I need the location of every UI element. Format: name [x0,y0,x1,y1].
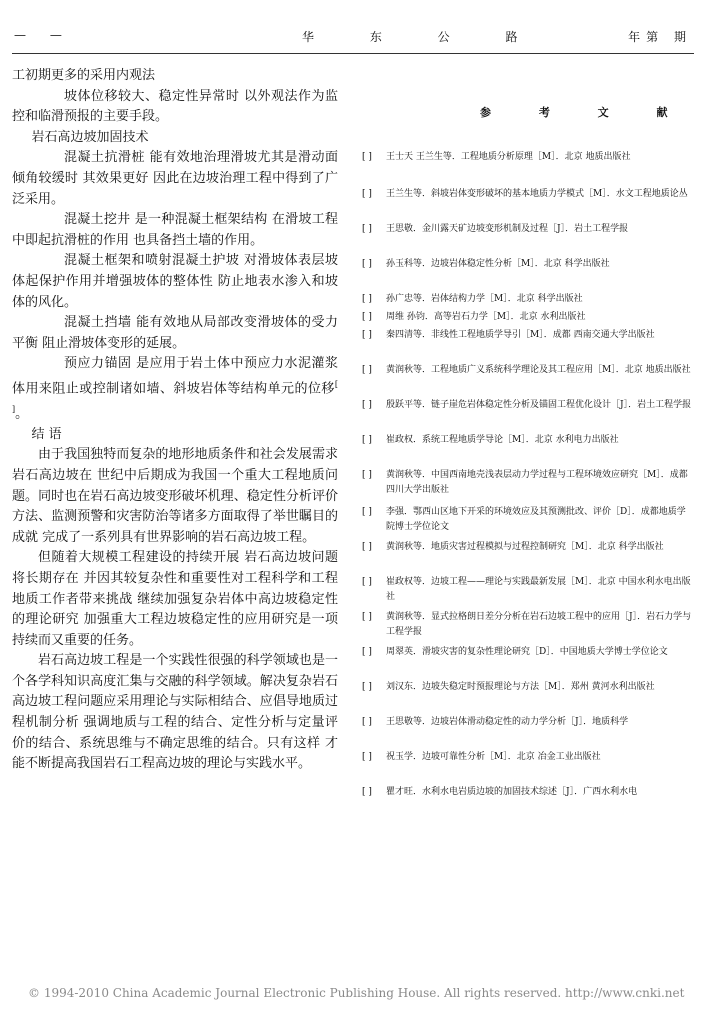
section-heading: 结 语 [31,426,62,442]
reference-entry: [ ] 黄润秋等．中国西南地壳浅表层动力学过程与工程环境效应研究［M］．成都 四川大学出版社 [362,470,688,495]
running-header [12,28,692,48]
reference-number: [ ] [362,189,372,199]
reference-number: [ ] [362,435,372,445]
section-heading: 岩石高边坡加固技术 [31,129,149,145]
reference-number: [ ] [362,224,372,234]
header-left: — — [14,28,72,42]
reference-number: [ ] [362,312,372,322]
reference-number: [ ] [362,612,372,622]
body-paragraph: 混凝土抗滑桩 能有效地治理滑坡尤其是滑动面倾角较缓时 其效果更好 因此在边坡治理工程中得到了广泛采用。 [12,150,338,207]
citation-mark: [ ] [12,379,338,414]
journal-title: 华 东 公 路 [302,30,544,44]
reference-entry: [ ] 李强．鄂西山区地下开采的环境效应及其预测批改、评价［D］．成都地质学院博士学位论文 [362,507,686,532]
copyright-footer: © 1994-2010 China Academic Journal Electronic Publishing House. All rights reserved. http://www.cnki.net [28,986,685,1000]
body-paragraph: 混凝土挡墙 能有效地从局部改变滑坡体的受力平衡 阻止滑坡体变形的延展。 [12,315,338,351]
reference-entry: [ ] 王思敬．金川露天矿边坡变形机制及过程［J］．岩土工程学报 [362,222,692,237]
body-paragraph: 由于我国独特而复杂的地形地质条件和社会发展需求 岩石高边坡在 世纪中后期成为我国一个重大工程地质问题。同时也在岩石高边坡变形破坏机理、稳定性分析评价方法、监测预警和灾害防治等诸多方面取得了举世瞩目的成就 完成了一系列具有世界影响的岩石高边坡工程。 [12,447,338,545]
reference-entry: [ ] 殷跃平等．链子崖危岩体稳定性分析及锚固工程优化设计［J］．岩土工程学报 [362,398,692,413]
reference-number: [ ] [362,717,372,727]
body-paragraph: 混凝土挖井 是一种混凝土框架结构 在滑坡工程中即起抗滑桩的作用 也具备挡土墙的作用。 [12,212,338,248]
reference-entry: [ ] 黄润秋等．工程地质广义系统科学理论及其工程应用［M］．北京 地质出版社 [362,363,692,378]
reference-entry: [ ] 秦四清等．非线性工程地质学导引［M］．成都 西南交通大学出版社 [362,328,692,343]
reference-entry: [ ] 祝玉学．边坡可靠性分析［M］．北京 冶金工业出版社 [362,750,692,765]
reference-entry: [ ] 周翠英．滑坡灾害的复杂性理论研究［D］．中国地质大学博士学位论文 [362,645,692,660]
reference-number: [ ] [362,787,372,797]
reference-number: [ ] [362,577,372,587]
reference-number: [ ] [362,365,372,375]
header-issue: 年第 期 [628,30,692,44]
reference-number: [ ] [362,682,372,692]
reference-number: [ ] [362,330,372,340]
references-heading: 参 考 文 献 [480,106,690,119]
reference-number: [ ] [362,470,372,480]
reference-entry: [ ] 黄润秋等．地质灾害过程模拟与过程控制研究［M］．北京 科学出版社 [362,540,692,555]
reference-entry: [ ] 王思敬等．边坡岩体滑动稳定性的动力学分析［J］．地质科学 [362,715,692,730]
header-rule [12,53,694,54]
reference-entry: [ ] 黄润秋等．显式拉格朗日差分分析在岩石边坡工程中的应用［J］．岩石力学与工程学报 [362,612,692,637]
body-paragraph: 预应力锚固 是应用于岩土体中预应力水泥灌浆体用来阻止或控制诸如墙、斜坡岩体等结构单元的位移[ ]。 [12,356,338,422]
reference-entry: [ ] 王兰生等．斜坡岩体变形破坏的基本地质力学模式［M］．水文工程地质论丛 [362,187,692,202]
reference-number: [ ] [362,152,372,162]
reference-entry: [ ] 王士天 王兰生等．工程地质分析原理［M］．北京 地质出版社 [362,150,692,165]
reference-number: [ ] [362,647,372,657]
reference-entry: [ ] 瞿才旺．水利水电岩质边坡的加固技术综述［J］．广西水利水电 [362,785,692,800]
body-paragraph: 岩石高边坡工程是一个实践性很强的科学领域也是一个各学科知识高度汇集与交融的科学领域。解决复杂岩石高边坡工程问题应采用理论与实际相结合、应倡导地质过程机制分析 强调地质与工程的结合、定性分析与定量评价的结合、系统思维与不确定思维的结合。只有这样 才能不断提高我国岩石工程高边坡的理论与实践水平。 [12,653,338,772]
body-paragraph: 工初期更多的采用内观法 [12,68,156,83]
body-text-column [12,66,338,775]
reference-entry: [ ] 刘汉东．边坡失稳定时预报理论与方法［M］．郑州 黄河水利出版社 [362,680,692,695]
body-paragraph: 坡体位移较大、稳定性异常时 以外观法作为监控和临滑预报的主要手段。 [12,88,338,125]
reference-entry: [ ] 孙玉科等．边坡岩体稳定性分析［M］．北京 科学出版社 [362,257,692,272]
reference-number: [ ] [362,259,372,269]
reference-entry: [ ] 周维 孙钧．高等岩石力学［M］．北京 水利出版社 [362,310,692,325]
reference-number: [ ] [362,542,372,552]
reference-number: [ ] [362,400,372,410]
reference-entry: [ ] 崔政权等．边坡工程——理论与实践最新发展［M］．北京 中国水利水电出版社 [362,577,691,602]
reference-number: [ ] [362,752,372,762]
reference-number: [ ] [362,507,372,517]
reference-number: [ ] [362,294,372,304]
body-paragraph: 混凝土框架和喷射混凝土护坡 对滑坡体表层坡体起保护作用并增强坡体的整体性 防止地表水渗入和坡体的风化。 [12,253,338,310]
body-paragraph: 但随着大规模工程建设的持续开展 岩石高边坡问题将长期存在 并因其较复杂性和重要性对工程科学和工程地质工作者带来挑战 继续加强复杂岩体中高边坡稳定性的理论研究 加强重大工程边坡稳定性的应用研究是一项持续而又重要的任务。 [12,550,338,648]
reference-entry: [ ] 崔政权．系统工程地质学导论［M］．北京 水利电力出版社 [362,433,692,448]
reference-entry: [ ] 孙广忠等．岩体结构力学［M］．北京 科学出版社 [362,292,692,307]
